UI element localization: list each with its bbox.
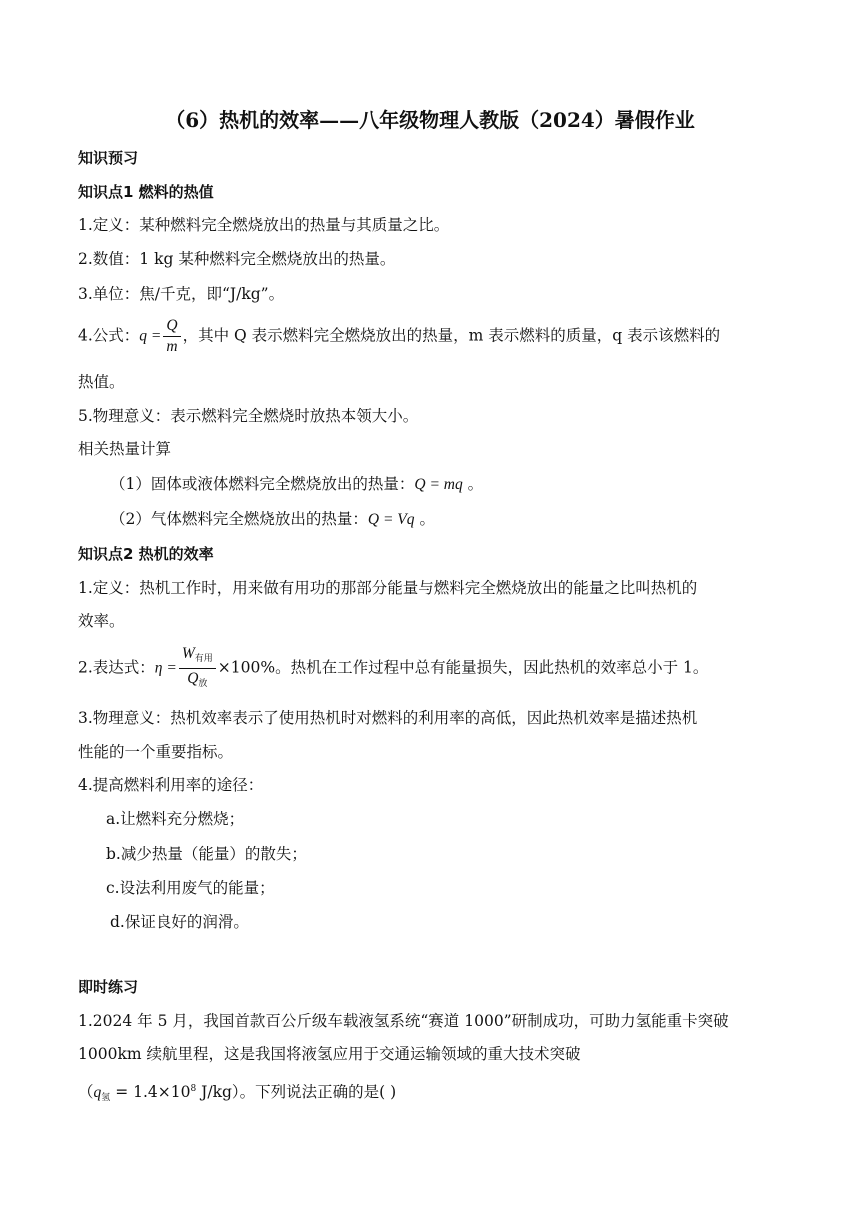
way-item-d: d.保证良好的润滑。 xyxy=(110,913,249,931)
q-unit: J/kg xyxy=(196,1083,232,1101)
kp2-definition-cont: 效率。 xyxy=(78,612,125,630)
question-1-line-1: 1.2024 年 5 月，我国首款百公斤级车载液氢系统“赛道 1000”研制成功，可助力氢能重卡突破 xyxy=(78,1012,729,1030)
kp1-formula-line xyxy=(78,316,720,357)
kp2-heading: 知识点2 热机的效率 xyxy=(78,545,214,563)
kp2-expression-line xyxy=(78,644,708,693)
kp2-meaning: 3.物理意义：热机效率表示了使用热机时对燃料的利用率的高低，因此热机效率是描述热机 xyxy=(78,709,698,727)
question-1-line-2: 1000km 续航里程，这是我国将液氢应用于交通运输领域的重大技术突破 xyxy=(78,1045,581,1063)
formula-prefix: 4.公式： xyxy=(78,326,140,345)
kp1-unit: 3.单位：焦/千克，即“J/kg”。 xyxy=(78,285,285,303)
page-title: （6）热机的效率——八年级物理人教版（2024）暑假作业 xyxy=(165,108,695,132)
question-1-line-3: （$q_氢 = 1.4\times 10^8$ J/kg）。下列说法正确的是( ) xyxy=(78,1083,397,1103)
question-1-prompt: ）。下列说法正确的是( ) xyxy=(231,1083,397,1101)
calc-item-2 xyxy=(110,508,435,531)
q-symbol: q xyxy=(93,1084,102,1101)
way-item-a: a.让燃料充分燃烧； xyxy=(106,810,245,828)
kp2-definition: 1.定义：热机工作时，用来做有用功的那部分能量与燃料完全燃烧放出的能量之比叫热机的 xyxy=(78,579,698,597)
formula-fraction xyxy=(163,316,180,357)
kp2-ways-heading: 4.提高燃料利用率的途径： xyxy=(78,776,264,794)
calc1-period: 。 xyxy=(467,475,484,493)
way-item-c: c.设法利用废气的能量； xyxy=(106,879,275,897)
calc2-period: 。 xyxy=(419,510,435,528)
calc2-text: （2）气体燃料完全燃烧放出的热量： xyxy=(110,510,368,528)
section-heading-preview: 知识预习 xyxy=(78,149,139,167)
kp1-heading: 知识点1 燃料的热值 xyxy=(78,183,214,201)
calc-heading: 相关热量计算 xyxy=(78,440,172,458)
expression-prefix: 2.表达式： xyxy=(78,658,155,677)
formula-explanation: ，其中 Q 表示燃料完全燃烧放出的热量，m 表示燃料的质量，q 表示该燃料的 xyxy=(182,326,721,345)
formula-numerator: Q xyxy=(163,316,180,337)
efficiency-denominator: $Q_放$ xyxy=(187,670,208,688)
q-value: = 1.4×10 xyxy=(110,1083,191,1101)
efficiency-numerator: $W_{有用}$ xyxy=(179,644,216,669)
way-item-b: b.减少热量（能量）的散失； xyxy=(106,845,307,863)
formula-lhs: q = xyxy=(139,327,162,345)
kp1-meaning: 5.物理意义：表示燃料完全燃烧时放热本领大小。 xyxy=(78,407,419,425)
kp1-definition: 1.定义：某种燃料完全燃烧放出的热量与其质量之比。 xyxy=(78,216,450,234)
kp1-value: 2.数值：1 kg 某种燃料完全燃烧放出的热量。 xyxy=(78,250,396,268)
expression-text: 。热机在工作过程中总有能量损失，因此热机的效率总小于 1。 xyxy=(275,658,709,677)
formula-denominator: m xyxy=(166,338,178,355)
calc2-formula: Q = Vq xyxy=(367,511,415,528)
calc1-text: （1）固体或液体燃料完全燃烧放出的热量： xyxy=(110,475,415,493)
section-heading-practice: 即时练习 xyxy=(78,978,139,996)
formula-explanation-cont: 热值。 xyxy=(78,373,125,391)
q-exponent: 8 xyxy=(190,1084,197,1094)
times-percent: ×100% xyxy=(217,658,276,677)
calc1-formula: Q = mq xyxy=(414,476,463,493)
efficiency-fraction xyxy=(179,644,216,693)
eta-symbol: η = xyxy=(154,659,177,677)
calc-item-1 xyxy=(110,473,483,496)
kp2-meaning-cont: 性能的一个重要指标。 xyxy=(78,743,234,761)
q-subscript: 氢 xyxy=(101,1093,111,1103)
